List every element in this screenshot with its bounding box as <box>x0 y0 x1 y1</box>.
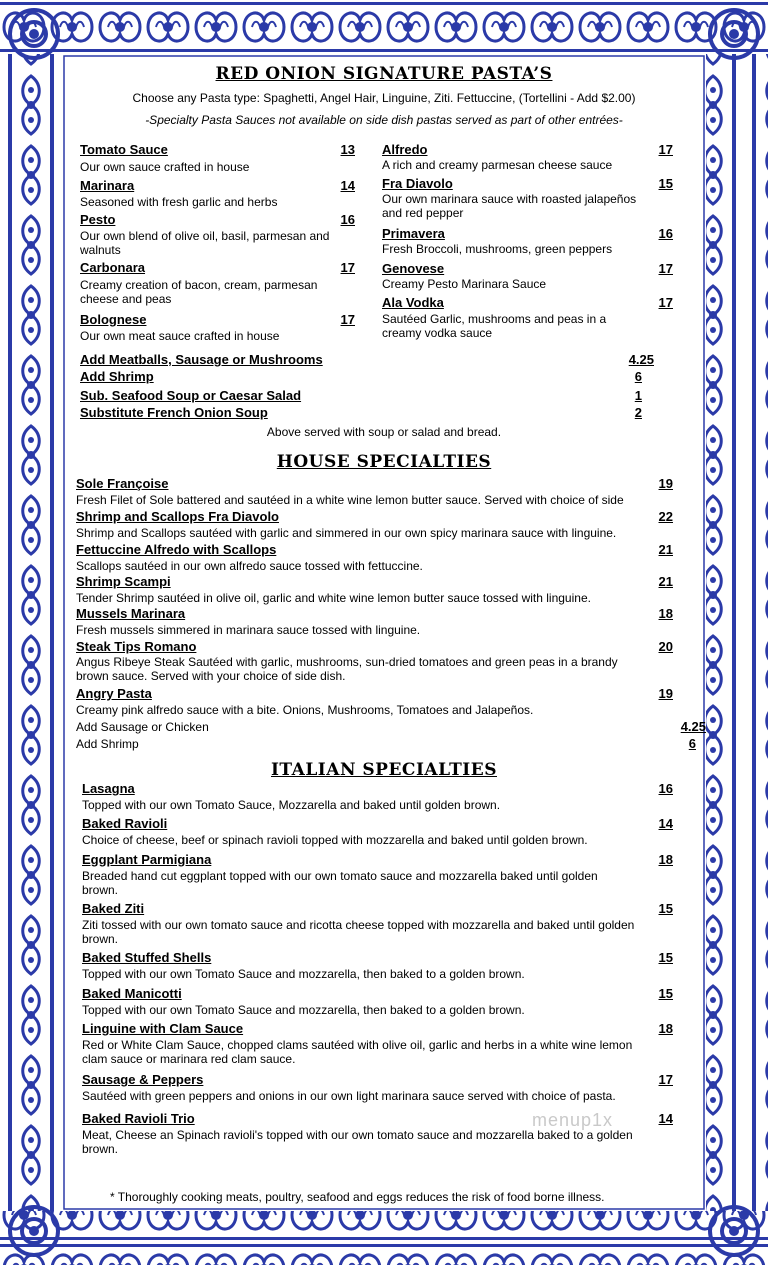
menu-item-name: Bolognese <box>80 312 147 327</box>
menu-item-desc: A rich and creamy parmesan cheese sauce <box>382 158 613 172</box>
menu-item-name: Lasagna <box>82 781 135 796</box>
menu-item-desc: Sautéed with green peppers and onions in our own light marinara sauce served with choice of pasta. <box>82 1089 616 1103</box>
menu-item-desc: Creamy pink alfredo sauce with a bite. Onions, Mushrooms, Tomatoes and Jalapeños. <box>76 703 534 717</box>
menu-item-desc: Sautéed Garlic, mushrooms and peas in a creamy vodka sauce <box>382 312 607 340</box>
menu-item-name: Eggplant Parmigiana <box>82 852 212 867</box>
addon-name: Add Shrimp <box>80 369 154 384</box>
menu-item-desc: Meat, Cheese an Spinach ravioli's topped with our own tomato sauce and mozzarella baked to a golden brown. <box>82 1128 633 1156</box>
addon-price: 6 <box>688 736 696 751</box>
menu-item-name: Marinara <box>80 178 135 193</box>
menu-item-price: 13 <box>340 142 355 157</box>
menu-item-desc: Tender Shrimp sautéed in olive oil, garlic and white wine lemon butter sauce tossed with linguine. <box>76 591 591 605</box>
italian-title: ITALIAN SPECIALTIES <box>270 760 497 780</box>
watermark: menup1x <box>532 1110 614 1130</box>
menu-item-name: Tomato Sauce <box>80 142 168 157</box>
menu-item-price: 17 <box>340 260 355 275</box>
menu-item-desc: Angus Ribeye Steak Sautéed with garlic, mushrooms, sun-dried tomatoes and green peas in a brandy brown sauce. Served with your choice of side dish. <box>76 655 618 683</box>
signature-note: -Specialty Pasta Sauces not available on side dish pastas served as part of other entrées- <box>145 113 623 127</box>
menu-item-name: Angry Pasta <box>76 686 152 701</box>
addon-price: 2 <box>634 405 642 420</box>
menu-item-desc: Fresh mussels simmered in marinara sauce tossed with linguine. <box>76 623 421 637</box>
menu-item-name: Baked Ziti <box>82 901 145 916</box>
menu-item-price: 17 <box>658 1072 673 1087</box>
menu-item-name: Alfredo <box>382 142 428 157</box>
menu-item-desc: Our own blend of olive oil, basil, parmesan and walnuts <box>80 229 330 257</box>
menu-item-name: Steak Tips Romano <box>76 639 197 654</box>
menu-item-name: Primavera <box>382 226 445 241</box>
menu-item-price: 17 <box>658 295 673 310</box>
menu-item-price: 16 <box>658 226 673 241</box>
menu-item-price: 19 <box>658 476 673 491</box>
menu-item-desc: Seasoned with fresh garlic and herbs <box>80 195 278 209</box>
menu-item-name: Carbonara <box>80 260 146 275</box>
menu-item-price: 18 <box>658 852 673 867</box>
menu-item-desc: Scallops sautéed in our own alfredo sauce tossed with fettuccine. <box>76 559 423 573</box>
menu-item-name: Baked Ravioli <box>82 816 168 831</box>
menu-item-name: Baked Stuffed Shells <box>82 950 212 965</box>
addon-name: Sub. Seafood Soup or Caesar Salad <box>80 388 302 403</box>
signature-footer: Above served with soup or salad and bread. <box>266 425 502 439</box>
menu-item-price: 14 <box>658 1111 673 1126</box>
menu-item-desc: Our own sauce crafted in house <box>80 160 250 174</box>
addon-price: 1 <box>634 388 642 403</box>
menu-item-desc: Fresh Filet of Sole battered and sautéed in a white wine lemon butter sauce. Served with choice of side <box>76 493 624 507</box>
menu-item-price: 15 <box>658 901 673 916</box>
menu-item-name: Ala Vodka <box>382 295 444 310</box>
menu-item-name: Mussels Marinara <box>76 606 186 621</box>
menu-item-price: 17 <box>658 261 673 276</box>
menu-item-price: 15 <box>658 986 673 1001</box>
menu-item-price: 14 <box>340 178 355 193</box>
menu-item-price: 17 <box>340 312 355 327</box>
menu-item-name: Pesto <box>80 212 116 227</box>
menu-item-desc: Our own marinara sauce with roasted jalapeños and red pepper <box>382 192 637 220</box>
menu-item-price: 16 <box>340 212 355 227</box>
menu-item-price: 18 <box>658 606 673 621</box>
menu-item-desc: Shrimp and Scallops sautéed with garlic and simmered in our own spicy marinara sauce with linguine. <box>76 526 617 540</box>
menu-item-name: Shrimp and Scallops Fra Diavolo <box>76 509 279 524</box>
menu-item-price: 16 <box>658 781 673 796</box>
menu-item-desc: Breaded hand cut eggplant topped with our own tomato sauce and mozzarella baked until golden brown. <box>82 869 598 897</box>
menu-item-price: 20 <box>658 639 673 654</box>
menu-item-name: Sole Françoise <box>76 476 169 491</box>
addon-name: Add Shrimp <box>76 737 139 751</box>
addon-price: 4.25 <box>628 352 654 367</box>
menu-item-desc: Fresh Broccoli, mushrooms, green peppers <box>382 242 613 256</box>
addon-price: 6 <box>634 369 642 384</box>
menu-item-name: Sausage & Peppers <box>82 1072 204 1087</box>
signature-subtitle: Choose any Pasta type: Spaghetti, Angel Hair, Linguine, Ziti. Fettuccine, (Tortellini - Add $2.00) <box>132 91 636 105</box>
menu-item-price: 15 <box>658 176 673 191</box>
house-title: HOUSE SPECIALTIES <box>276 452 492 472</box>
menu-item-price: 15 <box>658 950 673 965</box>
menu-item-name: Fettuccine Alfredo with Scallops <box>76 542 277 557</box>
menu-item-desc: Our own meat sauce crafted in house <box>80 329 280 343</box>
menu-item-name: Linguine with Clam Sauce <box>82 1021 244 1036</box>
addon-name: Substitute French Onion Soup <box>80 405 268 420</box>
menu-item-desc: Creamy creation of bacon, cream, parmesan cheese and peas <box>80 278 318 306</box>
menu-item-name: Fra Diavolo <box>382 176 453 191</box>
menu-item-price: 17 <box>658 142 673 157</box>
menu-item-price: 18 <box>658 1021 673 1036</box>
menu-item-price: 22 <box>658 509 673 524</box>
addon-name: Add Meatballs, Sausage or Mushrooms <box>80 352 323 367</box>
menu-item-desc: Creamy Pesto Marinara Sauce <box>382 277 547 291</box>
menu-item-price: 21 <box>658 542 673 557</box>
menu-item-price: 14 <box>658 816 673 831</box>
menu-item-name: Genovese <box>382 261 445 276</box>
menu-item-desc: Topped with our own Tomato Sauce and mozzarella, then baked to a golden brown. <box>82 967 525 981</box>
menu-item-name: Baked Ravioli Trio <box>82 1111 195 1126</box>
menu-item-desc: Choice of cheese, beef or spinach ravioli topped with mozzarella and baked until golden brown. <box>82 833 588 847</box>
menu-item-name: Baked Manicotti <box>82 986 182 1001</box>
menu-item-price: 21 <box>658 574 673 589</box>
menu-item-desc: Red or White Clam Sauce, chopped clams sautéed with olive oil, garlic and herbs in a white wine lemon clam sauce or marinara red clam sauce. <box>82 1038 633 1066</box>
food-safety-disclaimer: * Thoroughly cooking meats, poultry, seafood and eggs reduces the risk of food borne illness. <box>110 1190 605 1204</box>
addon-name: Add Sausage or Chicken <box>76 720 209 734</box>
addon-price: 4.25 <box>680 719 706 734</box>
menu-item-desc: Topped with our own Tomato Sauce and mozzarella, then baked to a golden brown. <box>82 1003 525 1017</box>
menu-content <box>62 54 706 1211</box>
menu-item-price: 19 <box>658 686 673 701</box>
menu-item-name: Shrimp Scampi <box>76 574 171 589</box>
menu-item-desc: Topped with our own Tomato Sauce, Mozzarella and baked until golden brown. <box>82 798 501 812</box>
signature-title: RED ONION SIGNATURE PASTA’S <box>215 64 553 84</box>
menu-item-desc: Ziti tossed with our own tomato sauce and ricotta cheese topped with mozzarella and baked until golden brown. <box>82 918 635 946</box>
